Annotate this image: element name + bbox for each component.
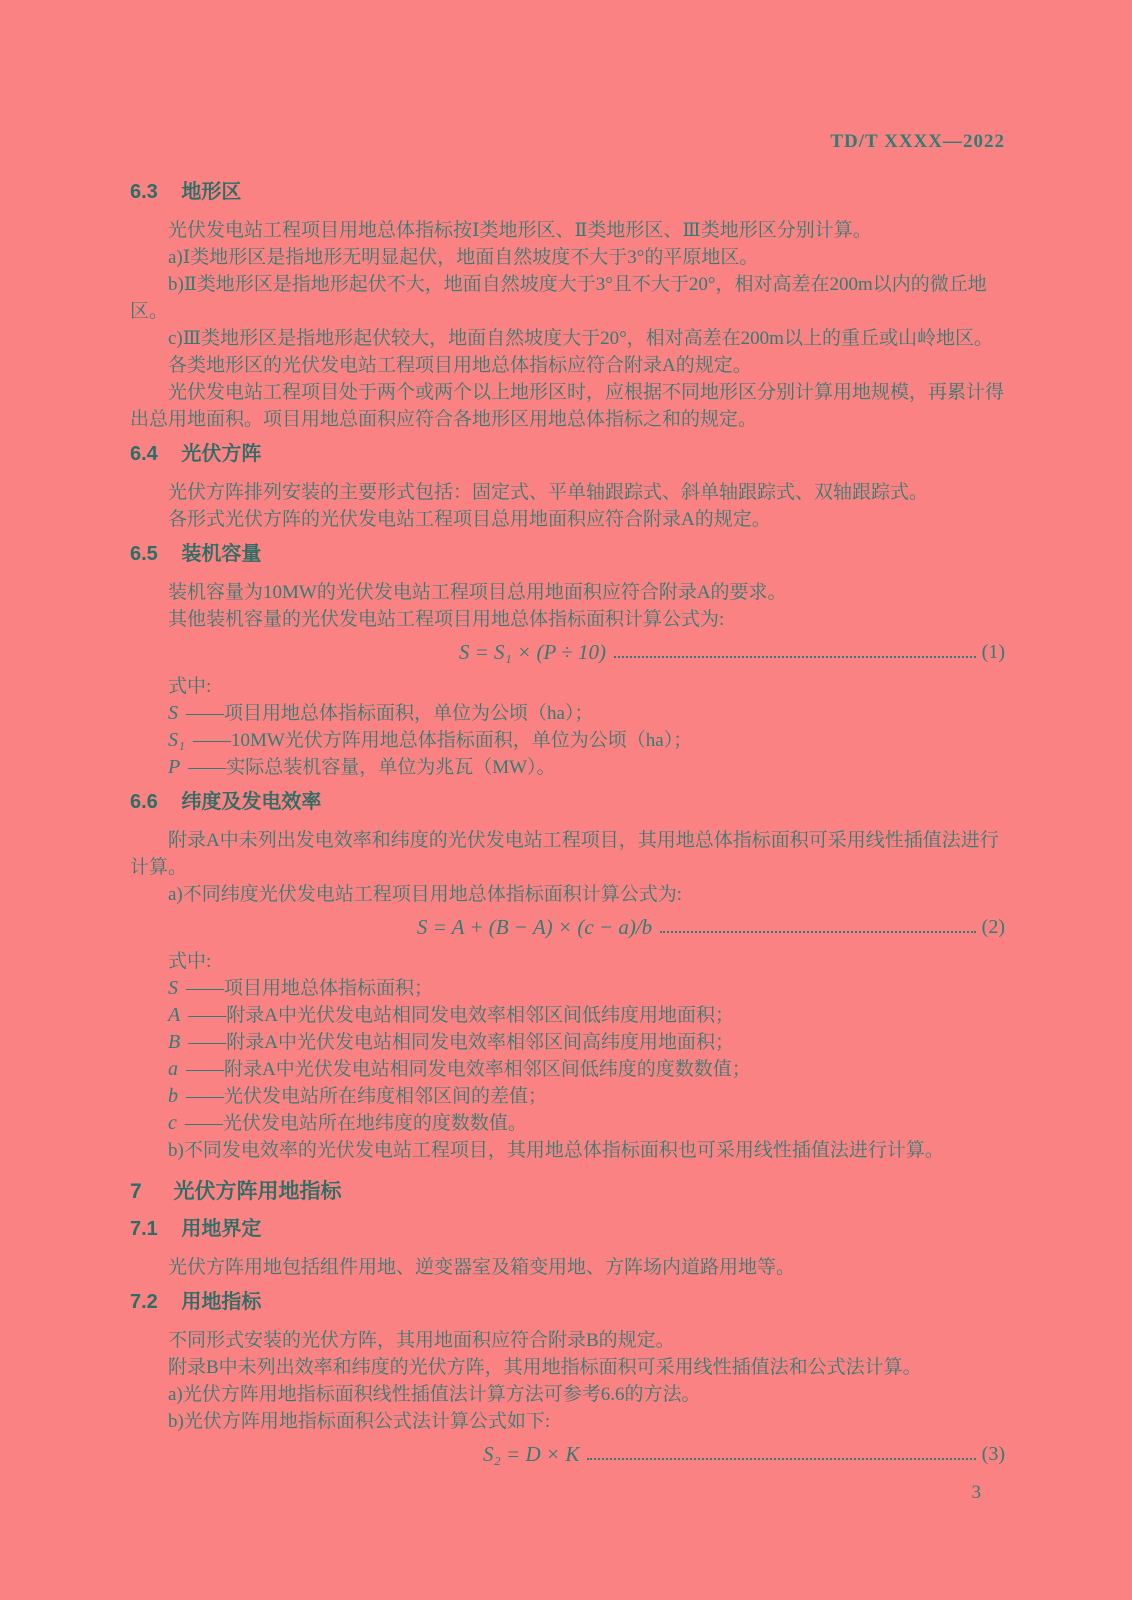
paragraph: 光伏发电站工程项目用地总体指标按Ⅰ类地形区、Ⅱ类地形区、Ⅲ类地形区分别计算。 <box>168 220 872 241</box>
variable-definition <box>130 727 1005 754</box>
variable-definition <box>130 1110 1005 1137</box>
heading-6-5 <box>130 541 1005 567</box>
section-7-2 <box>130 1289 1005 1469</box>
section-7-1 <box>130 1216 1005 1281</box>
list-item-a: a)光伏方阵用地指标面积线性插值法计算方法可参考6.6的方法。 <box>168 1384 701 1405</box>
variable-definition <box>130 1002 1005 1029</box>
heading-title: 地形区 <box>181 181 242 203</box>
variable-symbol: S₁ <box>168 729 185 751</box>
variable-symbol: P <box>168 756 181 778</box>
heading-6-3 <box>130 179 1005 205</box>
variable-description: ——光伏发电站所在地纬度的度数数值。 <box>184 1113 527 1134</box>
list-item-b: b)Ⅱ类地形区是指地形起伏不大，地面自然坡度大于3°且不大于20°，相对高差在200m以内的微丘地区。 <box>130 274 987 322</box>
formula-dot-leader <box>660 930 976 933</box>
formula-3 <box>130 1439 1005 1469</box>
paragraph: 不同形式安装的光伏方阵，其用地面积应符合附录B的规定。 <box>168 1330 675 1351</box>
heading-number: 6.5 <box>130 543 158 565</box>
paragraph: 装机容量为10MW的光伏发电站工程项目总用地面积应符合附录A的要求。 <box>168 582 787 603</box>
page-number: 3 <box>971 1482 981 1503</box>
section-6-5 <box>130 541 1005 781</box>
paragraph: 附录A中未列出发电效率和纬度的光伏发电站工程项目，其用地总体指标面积可采用线性插值法进行计算。 <box>130 830 999 878</box>
variable-definition <box>130 754 1005 781</box>
list-item-a: a)Ⅰ类地形区是指地形无明显起伏，地面自然坡度不大于3°的平原地区。 <box>168 247 759 268</box>
list-item-b: b)不同发电效率的光伏发电站工程项目，其用地总体指标面积也可采用线性插值法进行计算。 <box>168 1140 944 1161</box>
variable-description: ——项目用地总体指标面积； <box>186 978 434 999</box>
heading-number: 6.3 <box>130 181 158 203</box>
variable-definition <box>130 1056 1005 1083</box>
variable-symbol: S <box>168 702 178 724</box>
formula-2-expression: S = A + (B − A) × (c − a)/b <box>416 915 653 939</box>
heading-6-4 <box>130 441 1005 467</box>
variable-description: ——项目用地总体指标面积，单位为公顷（ha）； <box>186 703 594 724</box>
variable-description: ——附录A中光伏发电站相同发电效率相邻区间高纬度用地面积； <box>188 1032 734 1053</box>
heading-title: 光伏方阵 <box>181 443 262 465</box>
where-label: 式中: <box>168 951 212 972</box>
section-6-4 <box>130 441 1005 533</box>
paragraph: 光伏方阵排列安装的主要形式包括：固定式、平单轴跟踪式、斜单轴跟踪式、双轴跟踪式。 <box>168 482 929 503</box>
list-item-b: b)光伏方阵用地指标面积公式法计算公式如下: <box>168 1411 551 1432</box>
variable-symbol: a <box>168 1058 178 1080</box>
variable-description: ——附录A中光伏发电站相同发电效率相邻区间低纬度的度数数值； <box>186 1059 751 1080</box>
variable-symbol: b <box>168 1085 178 1107</box>
heading-7 <box>130 1178 1005 1206</box>
list-item-a: a)不同纬度光伏发电站工程项目用地总体指标面积计算公式为: <box>168 884 683 905</box>
heading-number: 7.2 <box>130 1291 158 1313</box>
formula-dot-leader <box>587 1457 975 1460</box>
variable-definition <box>130 700 1005 727</box>
variable-description: ——光伏发电站所在纬度相邻区间的差值； <box>186 1086 548 1107</box>
variable-description: ——实际总装机容量，单位为兆瓦（MW）。 <box>188 757 556 778</box>
variable-definition <box>130 1029 1005 1056</box>
list-item-c: c)Ⅲ类地形区是指地形起伏较大，地面自然坡度大于20°，相对高差在200m以上的重丘或山岭地区。 <box>168 328 993 349</box>
paragraph: 其他装机容量的光伏发电站工程项目用地总体指标面积计算公式为: <box>168 609 725 630</box>
paragraph: 各类地形区的光伏发电站工程项目用地总体指标应符合附录A的规定。 <box>168 355 752 376</box>
formula-1 <box>130 637 1005 667</box>
document-header <box>130 131 1005 153</box>
where-label: 式中: <box>168 676 212 697</box>
paragraph: 光伏发电站工程项目处于两个或两个以上地形区时，应根据不同地形区分别计算用地规模，再累计得出总用地面积。项目用地总面积应符合各地形区用地总体指标之和的规定。 <box>130 382 1005 430</box>
variable-symbol: S <box>168 977 178 999</box>
paragraph: 光伏方阵用地包括组件用地、逆变器室及箱变用地、方阵场内道路用地等。 <box>168 1257 796 1278</box>
heading-number: 7 <box>130 1180 142 1203</box>
paragraph: 附录B中未列出效率和纬度的光伏方阵，其用地指标面积可采用线性插值法和公式法计算。 <box>168 1357 922 1378</box>
heading-6-6 <box>130 789 1005 815</box>
section-6-6 <box>130 789 1005 1164</box>
heading-7-2 <box>130 1289 1005 1315</box>
variable-definition <box>130 975 1005 1002</box>
formula-2-number: (2) <box>981 916 1005 938</box>
doc-code: TD/T XXXX—2022 <box>830 131 1005 152</box>
heading-title: 用地指标 <box>181 1291 262 1313</box>
variable-symbol: A <box>168 1004 181 1026</box>
variable-definition <box>130 1083 1005 1110</box>
variable-description: ——10MW光伏方阵用地总体指标面积，单位为公顷（ha）； <box>192 730 693 751</box>
formula-2 <box>130 912 1005 942</box>
paragraph: 各形式光伏方阵的光伏发电站工程项目总用地面积应符合附录A的规定。 <box>168 509 771 530</box>
section-7 <box>130 1178 1005 1206</box>
heading-title: 纬度及发电效率 <box>181 791 322 813</box>
heading-7-1 <box>130 1216 1005 1242</box>
heading-title: 光伏方阵用地指标 <box>173 1180 342 1203</box>
heading-number: 7.1 <box>130 1218 158 1240</box>
heading-number: 6.6 <box>130 791 158 813</box>
section-6-3 <box>130 179 1005 433</box>
formula-1-number: (1) <box>981 641 1005 663</box>
formula-3-expression: S₂ = D × K <box>483 1442 580 1466</box>
variable-symbol: c <box>168 1112 177 1134</box>
heading-number: 6.4 <box>130 443 158 465</box>
variable-description: ——附录A中光伏发电站相同发电效率相邻区间低纬度用地面积； <box>188 1005 734 1026</box>
formula-3-number: (3) <box>981 1443 1005 1465</box>
formula-dot-leader <box>614 655 976 658</box>
heading-title: 用地界定 <box>181 1218 262 1240</box>
formula-1-expression: S = S₁ × (P ÷ 10) <box>458 640 606 664</box>
heading-title: 装机容量 <box>181 543 262 565</box>
variable-symbol: B <box>168 1031 181 1053</box>
